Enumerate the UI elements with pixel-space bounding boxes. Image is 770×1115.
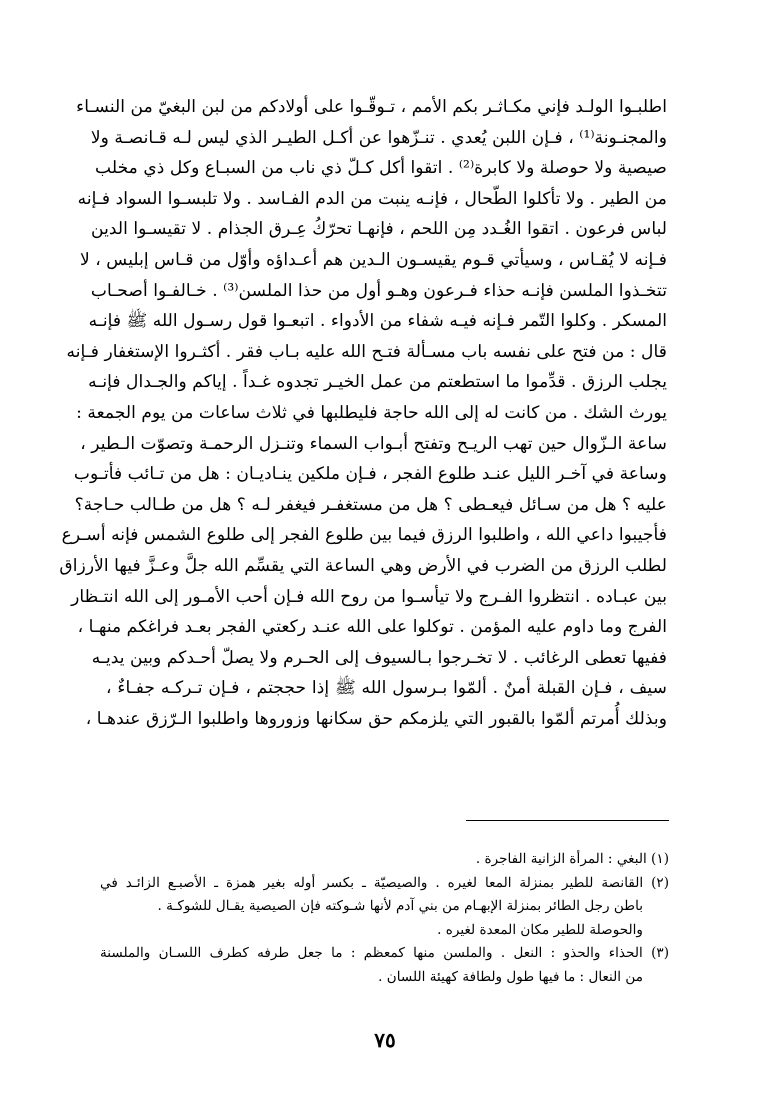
text-line: وساعة في آخـر الليل عنـد طلوع الفجر ، فـإن ملكين ينـاديـان : هل من تـائب فأتـوب: [73, 464, 667, 485]
text-line: ففيها تعطى الرغائب . لا تخـرجوا بـالسيوف إلى الحـرم ولا يصلّ أحـدكم وبين يديـه: [91, 647, 667, 668]
text-line: والمجنـونة⁽¹⁾ ، فـإن اللبن يُعدي . تنـزّهوا عن أكـل الطيـر الذي ليس لـه قـانصـة ولا: [90, 127, 667, 148]
text-line: فأجيبوا داعي الله ، واطلبوا الرزق فيما بين طلوع الفجر إلى طلوع الشمس فإنه أسـرع: [61, 525, 667, 546]
text-line: عليه ؟ هل من سـائل فيعـطى ؟ هل من مستغفـر فيغفر لـه ؟ هل من طـالب حـاجة؟: [74, 494, 667, 515]
footnotes: [100, 848, 669, 990]
text-line: وبذلك أُمرتم ألمّوا بالقبور التي يلزمكم حق سكانها وزوروها واطلبوا الـرّزق عندهـا ،: [85, 708, 667, 729]
text-line: اطلبـوا الولـد فإني مكـاثـر بكم الأمم ، تـوقّـوا على أولادكم من لبن البغيّ من النسـاء: [76, 97, 667, 117]
text-line: قال : من فتح على نفسه باب مسـألة فتـح الله عليه بـاب فقر . أكثـروا الإستغفار فـإنه: [66, 341, 667, 362]
text-line: يجلب الرزق . قدِّموا ما استطعتم من عمل الخيـر تجدوه غـداً . إياكم والجـدال فإنـه: [88, 372, 667, 393]
text-line: من الطير . ولا تأكلوا الطّحال ، فإنـه ينبت من الدم الفـاسد . ولا تلبسـوا السواد فـإنه: [77, 188, 667, 209]
text-line: لطلب الرزق من الضرب في الأرض وهي الساعة التي يقسِّم الله جلَّ وعـزَّ فيها الأرزاق: [59, 555, 667, 576]
page-number: ٧٥: [374, 1028, 396, 1052]
text-line: الفرج وما داوم عليه المؤمن . توكلوا على الله عنـد ركعتي الفجر بعـد فراغكم منهـا ،: [77, 617, 667, 638]
text-line: يورث الشك . من كانت له إلى الله حاجة فليطلبها في ثلاث ساعات من يوم الجمعة :: [76, 402, 667, 423]
text-line: ساعة الـزّوال حين تهب الريـح وتفتح أبـواب السماء وتنـزل الرحمـة وتصوّت الـطير ،: [80, 433, 667, 454]
footnote-separator: [466, 820, 669, 821]
text-line: فـإنه لا يُقـاس ، وسيأتي قـوم يقيسـون الـدين هم أعـداؤه وأوّل من قـاس إبليس ، لا: [80, 249, 667, 270]
main-text: [59, 92, 667, 734]
text-line: بين عبـاده . انتظروا الفـرج ولا تيأسـوا من روح الله فـإن أحب الأمـور إلى الله انتـظار: [71, 586, 667, 607]
footnote-line: (٣) الحذاء والحذو : النعل . والملسن منها كمعظم : ما جعل طرفه كطرف اللسـان والملسنة: [100, 945, 669, 962]
footnote-line: والحوصلة للطير مكان المعدة لغيره .: [437, 921, 643, 938]
text-line: سيف ، فـإن القبلة أمنٌ . ألمّوا بـرسول الله ﷺ إذا حججتم ، فـإن تـركـه جفـاءٌ ،: [106, 678, 667, 699]
footnote-line: من النعال : ما فيها طول ولطافة كهيئة اللسان .: [378, 968, 643, 985]
text-line: تتخـذوا الملسن فإنـه حذاء فـرعون وهـو أول من حذا الملسن⁽³⁾ . خـالفـوا أصحـاب: [90, 280, 667, 301]
footnote-line: (١) البغي : المرأة الزانية الفاجرة .: [475, 851, 669, 867]
text-line: لباس فرعون . اتقوا الغُـدد مِن اللحم ، فإنهـا تحرّكُ عِـرق الجذام . لا تقيسـوا الدين: [91, 219, 667, 240]
text-line: صيصية ولا حوصلة ولا كابرة⁽²⁾ . اتقوا أكل كـلّ ذي ناب من السبـاع وكل ذي مخلب: [95, 158, 667, 179]
footnote-line: باطن رجل الطائر بمنزلة الإبهـام من بني آدم لأنها شـوكته فإن الصيصية يقـال للشوكـة .: [157, 898, 643, 915]
footnote-line: (٢) القانصة للطير بمنزلة المعا لغيره . والصيصيّة ـ بكسر أوله بغير همزة ـ الأصبـع الزائـد في: [100, 874, 669, 891]
text-line: المسكر . وكلوا التّمر فـإنه فيـه شفاء من الأدواء . اتبعـوا قول رسـول الله ﷺ فإنـه: [88, 311, 667, 332]
